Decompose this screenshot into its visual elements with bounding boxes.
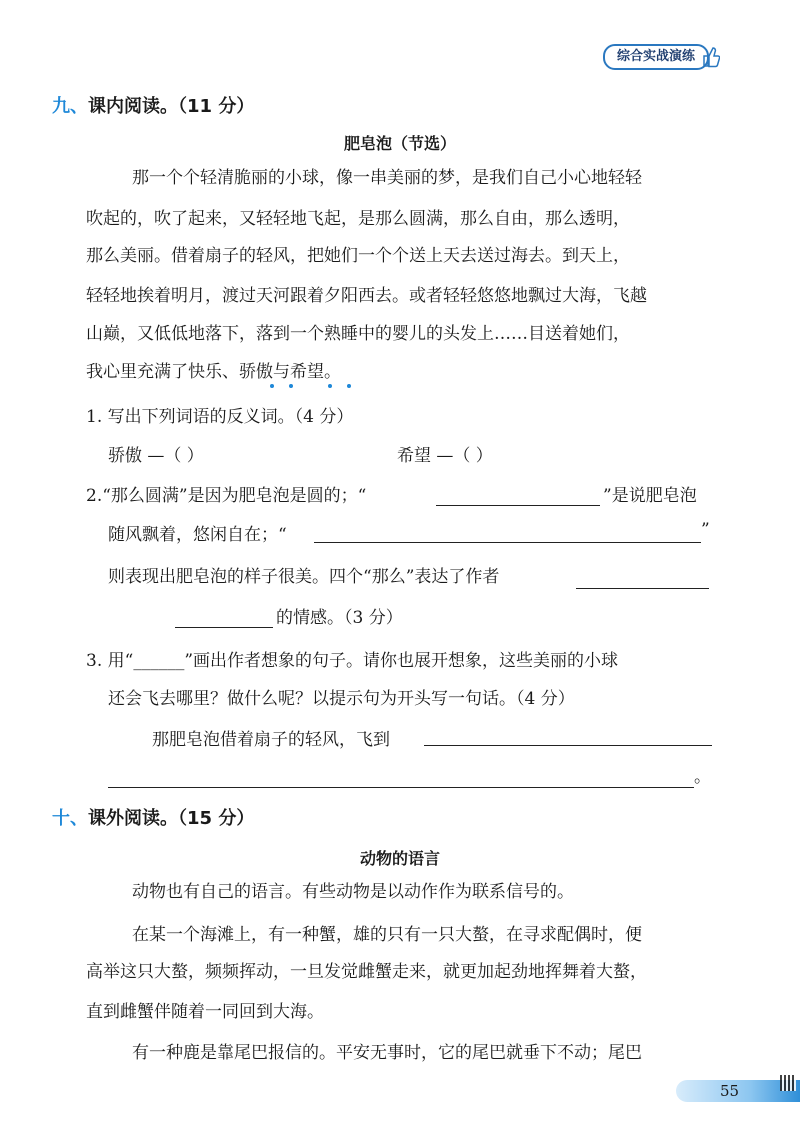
- antonym-item-pride[interactable]: 骄傲 —（ ）: [108, 446, 204, 466]
- thumbs-up-icon: [700, 42, 720, 70]
- passage2-line-5: 有一种鹿是靠尾巴报信的。平安无事时，它的尾巴就垂下不动；尾巴: [132, 1043, 642, 1063]
- answer-blank-q3-a[interactable]: [424, 745, 712, 746]
- passage-title-soap-bubbles: 肥皂泡（节选）: [343, 134, 456, 153]
- section-9-heading: [52, 92, 254, 118]
- answer-blank-q2-c[interactable]: [576, 588, 709, 589]
- passage-line-2: 吹起的，吹了起来，又轻轻地飞起，是那么圆满，那么自由，那么透明，: [86, 209, 630, 229]
- passage-line-3: 那么美丽。借着扇子的轻风，把她们一个个送上天去送过海去。到天上，: [86, 246, 630, 266]
- section-10-heading: [52, 804, 254, 830]
- question-2-line-1a: 2.“那么圆满”是因为肥皂泡是圆的；“: [86, 486, 367, 506]
- passage-line-4: 轻轻地挨着明月，渡过天河跟着夕阳西去。或者轻轻悠悠地飘过大海，飞越: [86, 286, 647, 306]
- answer-end-mark: 。: [694, 767, 711, 787]
- answer-blank-q2-d[interactable]: [175, 627, 273, 628]
- emphasis-dot: [270, 384, 274, 388]
- question-2-line-2b: ”: [701, 520, 710, 540]
- question-2-line-4: 的情感。（3 分）: [276, 608, 403, 628]
- question-1: 1. 写出下列词语的反义词。（4 分）: [86, 407, 354, 427]
- emphasis-dot: [347, 384, 351, 388]
- answer-blank-q2-a[interactable]: [436, 505, 600, 506]
- passage2-line-4: 直到雌蟹伴随着一同回到大海。: [86, 1002, 324, 1022]
- antonym-item-hope[interactable]: 希望 —（ ）: [397, 446, 493, 466]
- question-2-line-1b: ”是说肥皂泡: [603, 486, 697, 506]
- section-badge: 综合实战演练: [603, 44, 709, 70]
- question-2-line-3: 则表现出肥皂泡的样子很美。四个“那么”表达了作者: [108, 567, 500, 587]
- qr-code-icon: [780, 1075, 796, 1091]
- question-3-line-2: 还会飞去哪里？做什么呢？以提示句为开头写一句话。（4 分）: [108, 689, 575, 709]
- prompt-sentence: 那肥皂泡借着扇子的轻风，飞到: [152, 730, 390, 750]
- passage-title-animal-language: 动物的语言: [359, 849, 440, 868]
- answer-blank-q3-b[interactable]: [108, 787, 694, 788]
- passage-line-1: 那一个个轻清脆丽的小球，像一串美丽的梦，是我们自己小心地轻轻: [132, 168, 642, 188]
- section-10-number: 十、: [52, 808, 88, 829]
- question-3-line-1: 3. 用“______”画出作者想象的句子。请你也展开想象，这些美丽的小球: [86, 651, 619, 671]
- question-2-line-2a: 随风飘着，悠闲自在；“: [108, 525, 287, 545]
- emphasis-dot: [289, 384, 293, 388]
- emphasis-dot: [328, 384, 332, 388]
- passage2-line-3: 高举这只大螯，频频挥动，一旦发觉雌蟹走来，就更加起劲地挥舞着大螯，: [86, 962, 647, 982]
- passage-line-6: 我心里充满了快乐、骄傲与希望。: [86, 362, 341, 382]
- answer-blank-q2-b[interactable]: [314, 542, 701, 543]
- section-9-heading-text: 课内阅读。（11 分）: [88, 96, 255, 117]
- section-10-heading-text: 课外阅读。（15 分）: [88, 808, 255, 829]
- passage2-line-1: 动物也有自己的语言。有些动物是以动作作为联系信号的。: [132, 882, 574, 902]
- page-number: 55: [720, 1082, 740, 1100]
- section-9-number: 九、: [52, 96, 88, 117]
- passage-line-5: 山巅，又低低地落下，落到一个熟睡中的婴儿的头发上……目送着她们，: [86, 324, 630, 344]
- passage2-line-2: 在某一个海滩上，有一种蟹，雄的只有一只大螯，在寻求配偶时，便: [132, 925, 642, 945]
